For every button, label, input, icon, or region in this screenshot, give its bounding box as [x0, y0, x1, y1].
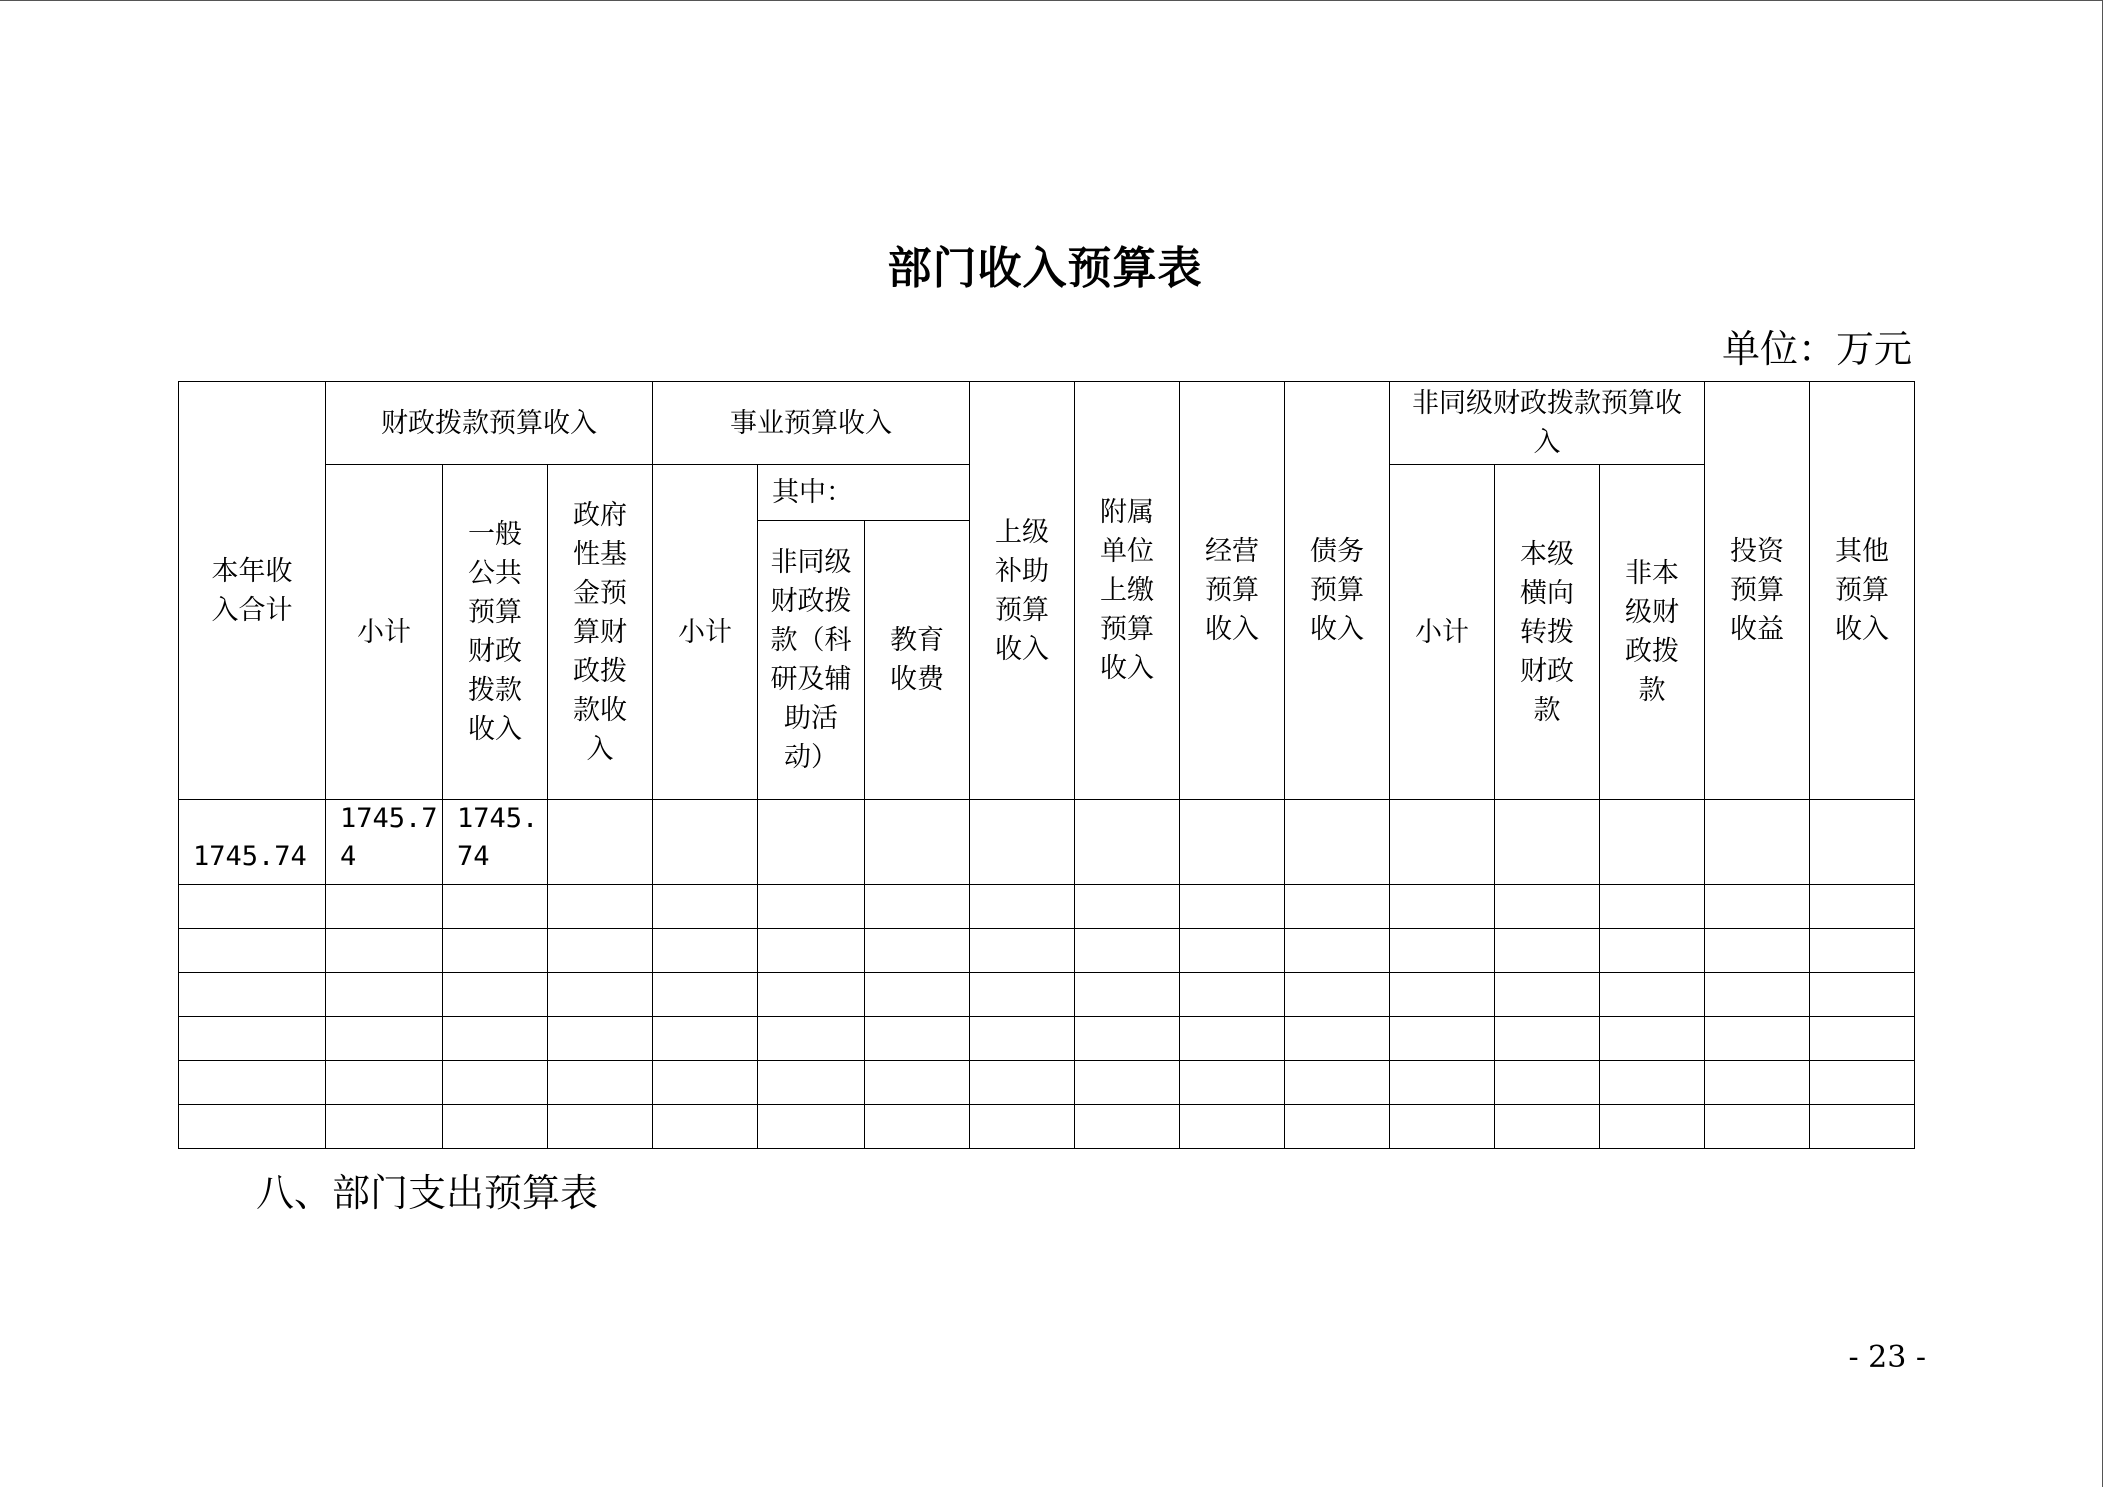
table-row — [179, 1105, 1915, 1149]
table-cell: 1745.74 — [326, 800, 443, 885]
table-cell — [1285, 800, 1390, 885]
table-cell — [1810, 800, 1915, 885]
table-cell — [758, 929, 865, 973]
table-cell: 1745.74 — [443, 800, 548, 885]
table-cell — [326, 1017, 443, 1061]
header-fiscal-general: 一般公共预算财政拨款收入 — [443, 465, 548, 800]
table-cell — [1600, 1061, 1705, 1105]
header-affiliated: 附属单位上缴预算收入 — [1075, 382, 1180, 800]
table-cell — [1600, 973, 1705, 1017]
table-cell — [1495, 929, 1600, 973]
table-cell — [326, 1105, 443, 1149]
table-cell — [1600, 1017, 1705, 1061]
table-cell — [1705, 1017, 1810, 1061]
table-cell — [758, 1061, 865, 1105]
next-section-heading: 八、部门支出预算表 — [256, 1171, 599, 1215]
header-row-1 — [179, 382, 1915, 465]
table-cell — [653, 1105, 758, 1149]
table-cell — [1180, 1061, 1285, 1105]
table-cell — [1495, 800, 1600, 885]
header-total: 本年收入合计 — [179, 382, 326, 800]
table-cell — [1390, 1105, 1495, 1149]
table-cell — [1810, 973, 1915, 1017]
table-cell — [758, 885, 865, 929]
table-cell — [653, 1017, 758, 1061]
table-cell — [548, 1017, 653, 1061]
table-cell — [970, 800, 1075, 885]
header-debt: 债务预算收入 — [1285, 382, 1390, 800]
table-cell — [1810, 885, 1915, 929]
page-number: - 23 - — [1848, 1340, 1926, 1375]
table-cell — [179, 885, 326, 929]
table-cell — [1285, 1105, 1390, 1149]
table-cell — [1180, 885, 1285, 929]
header-business-nonfiscal: 非同级财政拨款（科研及辅助活动） — [758, 521, 865, 800]
table-cell — [1495, 885, 1600, 929]
table-cell — [1285, 929, 1390, 973]
header-nonsame-horizontal: 本级横向转拨财政款 — [1495, 465, 1600, 800]
table-cell — [1495, 1105, 1600, 1149]
header-superior-subsidy: 上级补助预算收入 — [970, 382, 1075, 800]
table-cell — [1285, 973, 1390, 1017]
table-cell — [970, 885, 1075, 929]
table-cell — [443, 1105, 548, 1149]
table-cell — [179, 1017, 326, 1061]
table-cell — [1600, 885, 1705, 929]
table-cell — [1180, 929, 1285, 973]
table-cell — [1285, 885, 1390, 929]
table-cell — [1390, 1017, 1495, 1061]
table-cell — [1705, 973, 1810, 1017]
table-row — [179, 1061, 1915, 1105]
table-cell — [970, 1017, 1075, 1061]
table-cell — [443, 1061, 548, 1105]
table-cell — [1495, 973, 1600, 1017]
table-cell — [1075, 929, 1180, 973]
table-cell — [1180, 973, 1285, 1017]
table-cell — [548, 1061, 653, 1105]
table-cell — [179, 1061, 326, 1105]
table-cell: 1745.74 — [179, 800, 326, 885]
table-cell — [1390, 929, 1495, 973]
table-cell — [326, 1061, 443, 1105]
table-cell — [326, 885, 443, 929]
table-cell — [1600, 800, 1705, 885]
table-cell — [548, 929, 653, 973]
table-cell — [548, 973, 653, 1017]
table-cell — [653, 1061, 758, 1105]
table-cell — [548, 800, 653, 885]
table-cell — [865, 885, 970, 929]
table-cell — [865, 800, 970, 885]
table-cell — [326, 929, 443, 973]
table-cell — [653, 929, 758, 973]
header-other: 其他预算收入 — [1810, 382, 1915, 800]
table-cell — [1390, 1061, 1495, 1105]
header-nonsame-subtotal: 小计 — [1390, 465, 1495, 800]
table-cell — [758, 1017, 865, 1061]
table-cell — [970, 1105, 1075, 1149]
table-cell — [1180, 1105, 1285, 1149]
table-cell — [1810, 1061, 1915, 1105]
table-cell — [865, 1017, 970, 1061]
table-row — [179, 973, 1915, 1017]
header-business-subtotal: 小计 — [653, 465, 758, 800]
income-budget-table — [178, 381, 1915, 1149]
table-cell — [1180, 800, 1285, 885]
table-cell — [443, 885, 548, 929]
table-cell — [179, 973, 326, 1017]
table-cell — [1390, 973, 1495, 1017]
table-cell — [1495, 1017, 1600, 1061]
table-cell — [1495, 1061, 1600, 1105]
table-cell — [758, 1105, 865, 1149]
table-cell — [1075, 973, 1180, 1017]
table-cell — [1285, 1017, 1390, 1061]
header-business-of-which: 其中： — [758, 465, 970, 521]
table-cell — [443, 929, 548, 973]
table-row — [179, 800, 1915, 885]
table-row — [179, 1017, 1915, 1061]
table-cell — [1075, 800, 1180, 885]
page-title: 部门收入预算表 — [887, 243, 1203, 294]
table-cell — [970, 929, 1075, 973]
table-cell — [1810, 1017, 1915, 1061]
table-cell — [970, 1061, 1075, 1105]
table-cell — [653, 800, 758, 885]
header-operating: 经营预算收入 — [1180, 382, 1285, 800]
table-cell — [1705, 800, 1810, 885]
table-cell — [326, 973, 443, 1017]
table-row — [179, 885, 1915, 929]
table-cell — [1390, 800, 1495, 885]
table-cell — [865, 1061, 970, 1105]
table-cell — [758, 973, 865, 1017]
table-cell — [548, 885, 653, 929]
header-business-tuition: 教育收费 — [865, 521, 970, 800]
table-cell — [1705, 929, 1810, 973]
table-cell — [1075, 1105, 1180, 1149]
table-cell — [1600, 929, 1705, 973]
header-investment: 投资预算收益 — [1705, 382, 1810, 800]
table-cell — [443, 1017, 548, 1061]
table-cell — [1600, 1105, 1705, 1149]
table-cell — [865, 929, 970, 973]
table-cell — [548, 1105, 653, 1149]
table-cell — [1705, 1105, 1810, 1149]
unit-label: 单位：万元 — [1721, 327, 1912, 371]
table-cell — [1285, 1061, 1390, 1105]
table-cell — [179, 1105, 326, 1149]
table-cell — [443, 973, 548, 1017]
header-nonsame-nonlocal: 非本级财政拨款 — [1600, 465, 1705, 800]
header-nonsame-group: 非同级财政拨款预算收入 — [1390, 382, 1705, 465]
table-cell — [865, 1105, 970, 1149]
table-cell — [865, 973, 970, 1017]
table-cell — [1705, 885, 1810, 929]
table-cell — [970, 973, 1075, 1017]
table-cell — [1810, 929, 1915, 973]
table-cell — [1075, 885, 1180, 929]
table-cell — [1705, 1061, 1810, 1105]
header-fiscal-subtotal: 小计 — [326, 465, 443, 800]
table-row — [179, 929, 1915, 973]
header-fiscal-group: 财政拨款预算收入 — [326, 382, 653, 465]
table-cell — [179, 929, 326, 973]
table-cell — [758, 800, 865, 885]
table-cell — [653, 885, 758, 929]
table-cell — [653, 973, 758, 1017]
table-cell — [1810, 1105, 1915, 1149]
table-cell — [1075, 1017, 1180, 1061]
table-cell — [1390, 885, 1495, 929]
header-fiscal-fund: 政府性基金预算财政拨款收入 — [548, 465, 653, 800]
table-cell — [1075, 1061, 1180, 1105]
table-cell — [1180, 1017, 1285, 1061]
header-business-group: 事业预算收入 — [653, 382, 970, 465]
